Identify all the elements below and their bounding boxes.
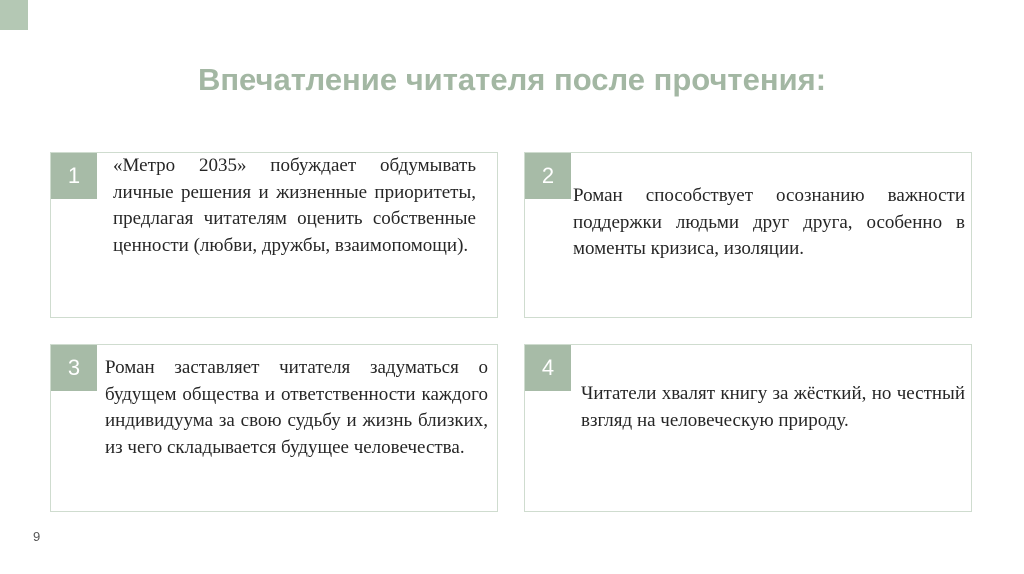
card-number-badge: 3: [51, 345, 97, 391]
impression-card-1: [50, 152, 498, 318]
card-text: Читатели хвалят книгу за жёсткий, но честный взгляд на человеческую природу.: [581, 383, 965, 431]
card-number-badge: 2: [525, 153, 571, 199]
card-text: Роман заставляет читателя задуматься о будущем общества и ответственности каждого индивидуума за свою судьбу и жизнь близких, из чего складывается будущее человечества.: [105, 357, 488, 458]
card-text: «Метро 2035» побуждает обдумывать личные решения и жизненные приоритеты, предлагая читателям оценить собственные ценности (любви, дружбы, взаимопомощи).: [113, 155, 476, 256]
impression-card-3: [50, 344, 498, 512]
card-number-badge: 1: [51, 153, 97, 199]
card-text: Роман способствует осознанию важности поддержки людьми друг друга, особенно в моменты кризиса, изоляции.: [573, 185, 965, 259]
slide-title: Впечатление читателя после прочтения:: [197, 62, 827, 97]
page-number: 9: [33, 529, 41, 544]
corner-decoration: [0, 0, 28, 30]
impression-card-4: [524, 344, 972, 512]
impression-card-2: [524, 152, 972, 318]
card-number-badge: 4: [525, 345, 571, 391]
